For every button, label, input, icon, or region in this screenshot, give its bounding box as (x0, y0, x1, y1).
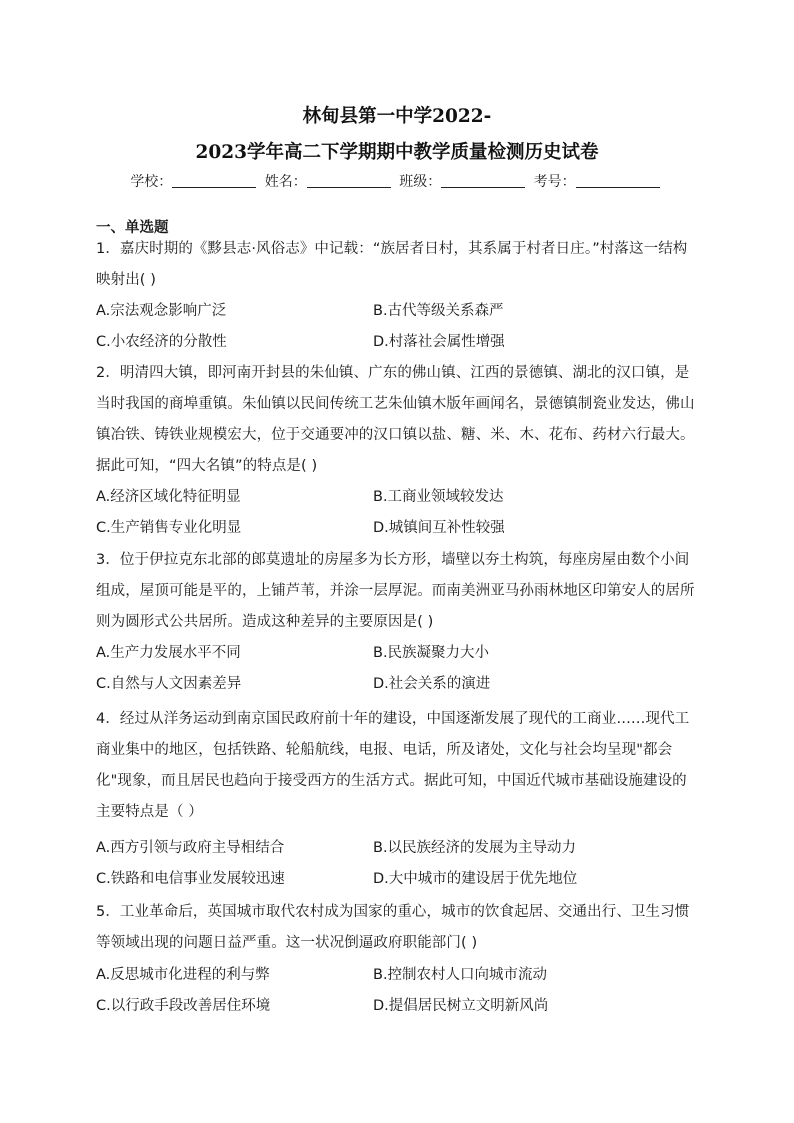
section-title: 一、单选题 (96, 220, 169, 236)
option-a[interactable]: A.西方引领与政府主导相结合 (96, 840, 285, 856)
exam-title-line1: 林甸县第一中学2022- (302, 106, 492, 127)
option-b[interactable]: B.控制农村人口向城市流动 (373, 967, 548, 983)
student-info-row (0, 171, 794, 191)
option-c[interactable]: C.铁路和电信事业发展较迅速 (96, 871, 285, 887)
option-d[interactable]: D.村落社会属性增强 (373, 334, 505, 350)
school-label: 学校： (130, 174, 173, 190)
option-a[interactable]: A.生产力发展水平不同 (96, 645, 241, 661)
option-d[interactable]: D.城镇间互补性较强 (373, 520, 505, 536)
class-label: 班级： (399, 174, 442, 190)
exam-number-blank[interactable] (576, 173, 660, 188)
name-blank[interactable] (307, 173, 391, 188)
option-c[interactable]: C.自然与人文因素差异 (96, 676, 242, 692)
exam-number-label: 考号： (533, 174, 576, 190)
option-a[interactable]: A.经济区域化特征明显 (96, 489, 241, 505)
question-3: 3．位于伊拉克东北部的郎莫遗址的房屋多为长方形，墙壁以夯土构筑，每座房屋由数个小间组成，屋顶可能是平的，上铺芦苇，并涂一层厚泥。而南美洲亚马孙雨林地区印第安人的居所则为圆形式公共居所。造成这种差异的主要原因是( ) (96, 552, 695, 630)
option-d[interactable]: D.提倡居民树立文明新风尚 (373, 998, 549, 1014)
school-blank[interactable] (172, 173, 256, 188)
exam-title-line2: 2023学年高二下学期期中教学质量检测历史试卷 (195, 142, 599, 163)
option-a[interactable]: A.反思城市化进程的利与弊 (96, 967, 270, 983)
class-blank[interactable] (441, 173, 525, 188)
option-c[interactable]: C.以行政手段改善居住环境 (96, 998, 271, 1014)
option-b[interactable]: B.以民族经济的发展为主导动力 (373, 840, 577, 856)
option-d[interactable]: D.大中城市的建设居于优先地位 (373, 871, 578, 887)
option-b[interactable]: B.古代等级关系森严 (373, 303, 504, 319)
question-5: 5．工业革命后，英国城市取代农村成为国家的重心，城市的饮食起居、交通出行、卫生习惯等领域出现的问题日益严重。这一状况倒逼政府职能部门( ) (96, 904, 690, 951)
name-label: 姓名： (264, 174, 307, 190)
option-d[interactable]: D.社会关系的演进 (373, 676, 491, 692)
question-1: 1．嘉庆时期的《黟县志·风俗志》中记载：“族居者日村，其系属于村者日庄。”村落这一结构映射出( ) (96, 241, 688, 288)
option-c[interactable]: C.小农经济的分散性 (96, 334, 227, 350)
option-a[interactable]: A.宗法观念影响广泛 (96, 303, 227, 319)
question-2: 2．明清四大镇，即河南开封县的朱仙镇、广东的佛山镇、江西的景德镇、湖北的汉口镇，是当时我国的商埠重镇。朱仙镇以民间传统工艺朱仙镇木版年画闻名，景德镇制瓷业发达，佛山镇冶铁、铸铁业规模宏大，位于交通要冲的汉口镇以盐、糖、米、木、花布、药材六行最大。据此可知，“四大名镇”的特点是( ) (96, 365, 695, 474)
option-b[interactable]: B.民族凝聚力大小 (373, 645, 490, 661)
question-4: 4．经过从洋务运动到南京国民政府前十年的建设，中国逐渐发展了现代的工商业……现代工商业集中的地区，包括铁路、轮船航线，电报、电话，所及诸处，文化与社会均呈现"都会化"现象，而且居民也趋向于接受西方的生活方式。据此可知，中国近代城市基础设施建设的主要特点是（ ） (96, 711, 690, 820)
option-c[interactable]: C.生产销售专业化明显 (96, 520, 242, 536)
option-b[interactable]: B.工商业领域较发达 (373, 489, 504, 505)
